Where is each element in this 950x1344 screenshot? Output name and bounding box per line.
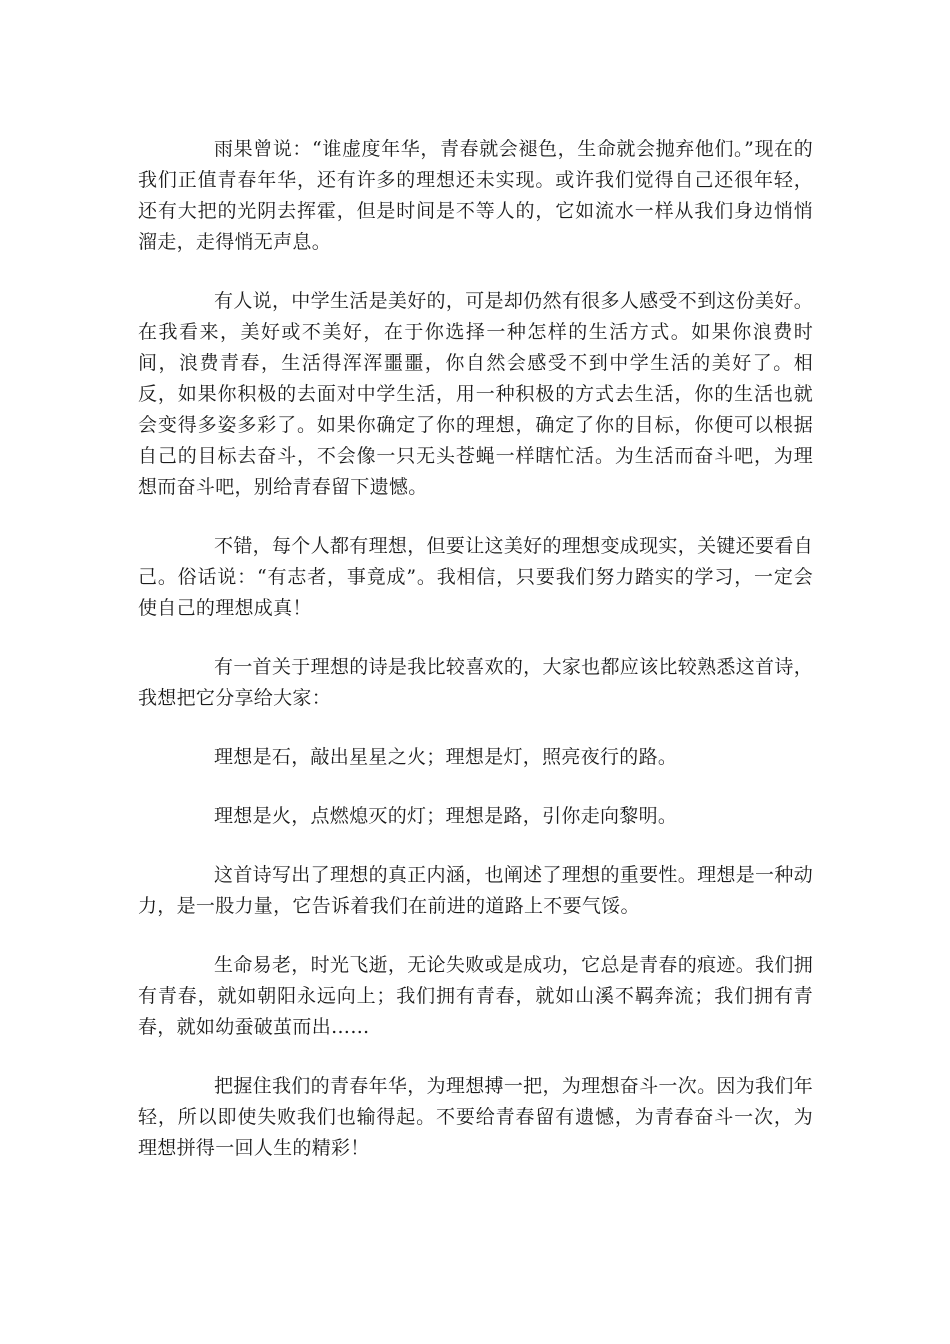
document-body — [138, 134, 813, 1192]
paragraph-6: 生命易老，时光飞逝，无论失败或是成功，它总是青春的痕迹。我们拥有青春，就如朝阳永远向上；我们拥有青春，就如山溪不羁奔流；我们拥有青春，就如幼蚕破茧而出…… — [138, 954, 813, 1038]
poem-line-2: 理想是火，点燃熄灭的灯；理想是路，引你走向黎明。 — [214, 805, 678, 827]
paragraph-4: 有一首关于理想的诗是我比较喜欢的，大家也都应该比较熟悉这首诗，我想把它分享给大家： — [138, 656, 813, 709]
paragraph-7: 把握住我们的青春年华，为理想搏一把，为理想奋斗一次。因为我们年轻，所以即使失败我们也输得起。不要给青春留有遗憾，为青春奋斗一次，为理想拼得一回人生的精彩！ — [138, 1075, 813, 1159]
poem-line-1: 理想是石，敲出星星之火；理想是灯，照亮夜行的路。 — [214, 746, 678, 768]
paragraph-1: 雨果曾说：“谁虚度年华，青春就会褪色，生命就会抛弃他们。”现在的我们正值青春年华，还有许多的理想还未实现。或许我们觉得自己还很年轻，还有大把的光阴去挥霍，但是时间是不等人的，它如流水一样从我们身边悄悄溜走，走得悄无声息。 — [138, 138, 813, 253]
paragraph-3: 不错，每个人都有理想，但要让这美好的理想变成现实，关键还要看自己。俗话说：“有志者，事竟成”。我相信，只要我们努力踏实的学习，一定会使自己的理想成真！ — [138, 535, 813, 619]
paragraph-2: 有人说，中学生活是美好的，可是却仍然有很多人感受不到这份美好。在我看来，美好或不美好，在于你选择一种怎样的生活方式。如果你浪费时间，浪费青春，生活得浑浑噩噩，你自然会感受不到中学生活的美好了。相反，如果你积极的去面对中学生活，用一种积极的方式去生活，你的生活也就会变得多姿多彩了。如果你确定了你的理想，确定了你的目标，你便可以根据自己的目标去奋斗，不会像一只无头苍蝇一样瞎忙活。为生活而奋斗吧，为理想而奋斗吧，别给青春留下遗憾。 — [138, 290, 813, 498]
paragraph-5: 这首诗写出了理想的真正内涵，也阐述了理想的重要性。理想是一种动力，是一股力量，它告诉着我们在前进的道路上不要气馁。 — [138, 864, 813, 917]
